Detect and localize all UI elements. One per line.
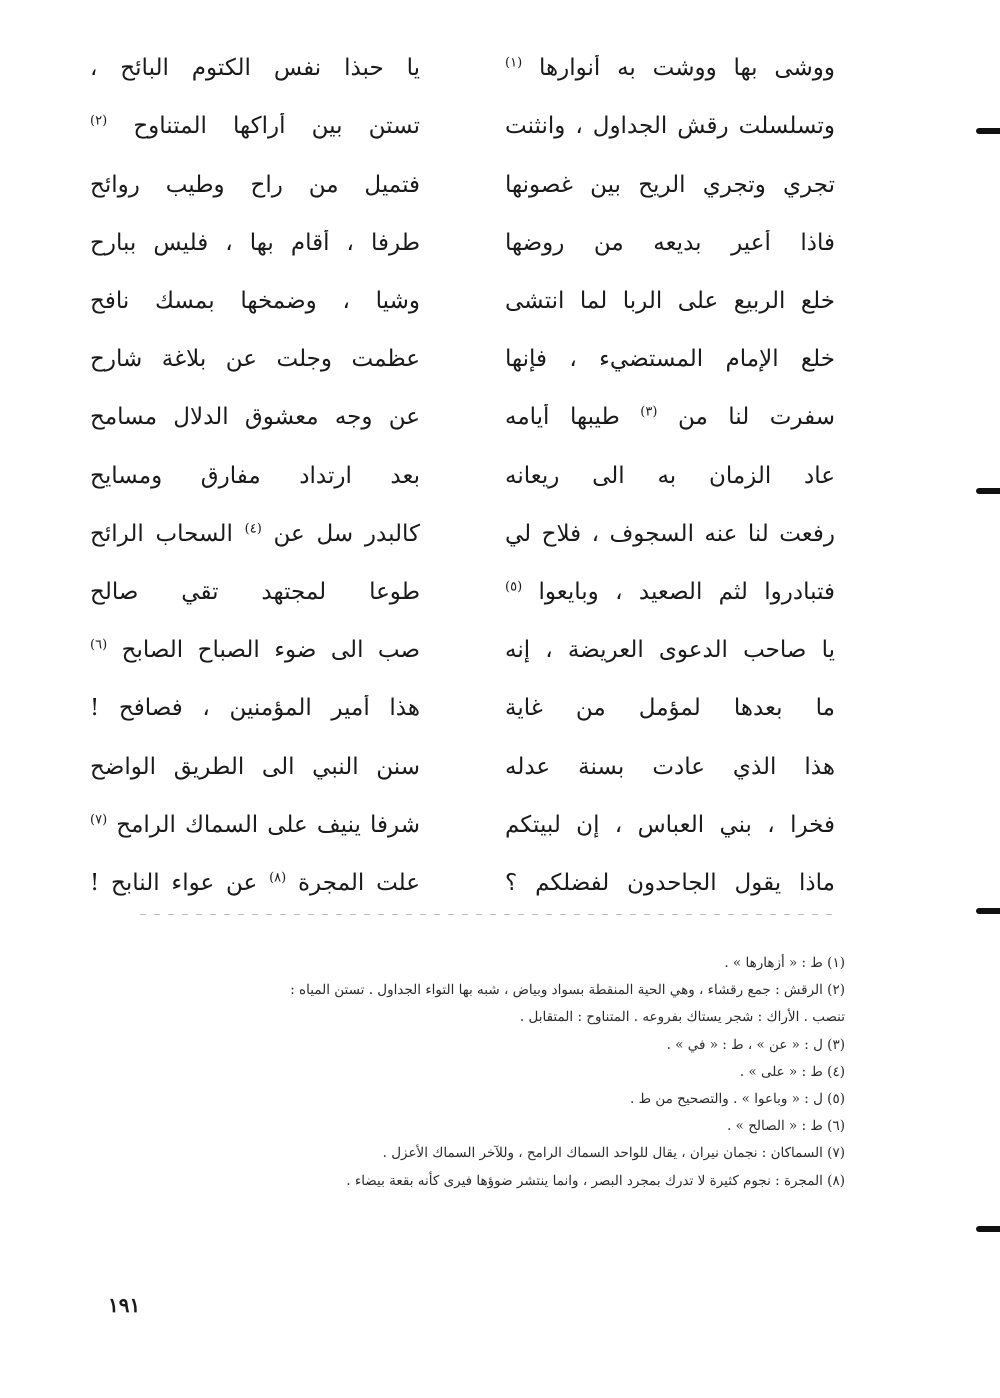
footnote-marker: (٤) [244, 521, 262, 537]
page-edge-mark [976, 128, 1000, 134]
hemistich-text: طيبها أيامه [505, 404, 620, 431]
hemistich-text: فاذا أعير بديعه من روضها [505, 229, 835, 256]
section-divider [140, 914, 840, 915]
footnote-marker: (٧) [90, 812, 108, 828]
second-hemistich [90, 579, 420, 607]
second-hemistich [90, 521, 420, 549]
hemistich-text: وتسلسلت رقش الجداول ، وانثنت [505, 113, 835, 140]
hemistich-text: عن وجه معشوق الدلال مسامح [90, 404, 420, 431]
verse-line [90, 680, 835, 738]
hemistich-text: فتبادروا لثم الصعيد ، وبايعوا [538, 578, 835, 605]
second-hemistich [90, 404, 420, 432]
verse-line [90, 855, 835, 913]
second-hemistich [90, 870, 420, 898]
footnote-marker: (١) [505, 55, 523, 71]
first-hemistich [505, 754, 835, 782]
footnote-marker: (٢) [90, 113, 108, 129]
hemistich-text: هذا الذي عادت بسنة عدله [505, 753, 835, 780]
page-edge-mark [976, 908, 1000, 914]
hemistich-text: هذا أمير المؤمنين ، فصافح ! [90, 695, 420, 722]
footnote: (٧) السماكان : نجمان نيران ، يقال للواحد السماك الرامح ، وللآخر السماك الأعزل . [382, 1145, 845, 1162]
footnote: (٣) ل : « عن » ، ط : « في » . [666, 1036, 845, 1053]
verse-line [90, 389, 835, 447]
verse-line [90, 273, 835, 331]
hemistich-text: عن عواء النابح ! [90, 869, 258, 896]
hemistich-text: فتميل من راح وطيب روائح [90, 171, 420, 198]
footnote-marker: (٥) [505, 579, 523, 595]
hemistich-text: كالبدر سل عن [273, 520, 420, 547]
first-hemistich [505, 812, 835, 840]
hemistich-text: عظمت وجلت عن بلاغة شارح [90, 346, 420, 373]
hemistich-text: صب الى ضوء الصباح الصابح [121, 637, 420, 664]
verse-line [90, 506, 835, 564]
footnote: (٨) المجرة : نجوم كثيرة لا تدرك بمجرد البصر ، وانما ينتشر ضوؤها فيرى كأنه بقعة بيضاء . [346, 1172, 845, 1189]
hemistich-text: طوعا لمجتهد تقي صالح [90, 578, 420, 605]
first-hemistich [505, 288, 835, 316]
first-hemistich [505, 113, 835, 141]
first-hemistich [505, 346, 835, 374]
first-hemistich [505, 404, 835, 432]
hemistich-text: شرفا ينيف على السماك الرامح [116, 811, 420, 838]
footnote: (٥) ل : « وباعوا » . والتصحيح من ط . [629, 1090, 845, 1107]
second-hemistich [90, 55, 420, 83]
hemistich-text: خلع الربيع على الربا لما انتشى [505, 288, 835, 315]
first-hemistich [505, 637, 835, 665]
hemistich-text: يا صاحب الدعوى العريضة ، إنه [505, 637, 835, 664]
hemistich-text: سنن النبي الى الطريق الواضح [90, 753, 420, 780]
first-hemistich [505, 695, 835, 723]
footnote: (١) ط : « أزهارها » . [724, 955, 845, 971]
hemistich-text: يا حبذا نفس الكتوم البائح ، [90, 55, 420, 82]
footnote-marker: (٣) [640, 404, 658, 420]
hemistich-text: تستن بين أراكها المتناوح [133, 113, 420, 140]
first-hemistich [505, 521, 835, 549]
first-hemistich [505, 172, 835, 200]
verse-line [90, 156, 835, 214]
footnote: (٢) الرقش : جمع رقشاء ، وهي الحية المنقطة بسواد وبياض ، شبه بها التواء الجداول . تستن المياه : [290, 982, 845, 999]
second-hemistich [90, 288, 420, 316]
second-hemistich [90, 172, 420, 200]
first-hemistich [505, 579, 835, 607]
first-hemistich [505, 463, 835, 491]
second-hemistich [90, 463, 420, 491]
hemistich-text: رفعت لنا عنه السجوف ، فلاح لي [505, 520, 835, 547]
hemistich-text: ما بعدها لمؤمل من غاية [505, 695, 835, 722]
verse-line [90, 564, 835, 622]
hemistich-text: سفرت لنا من [677, 404, 835, 431]
second-hemistich [90, 695, 420, 723]
first-hemistich [505, 870, 835, 898]
verse-line [90, 215, 835, 273]
hemistich-text: ووشى بها ووشت به أنوارها [538, 55, 835, 82]
page-number: ١٩١ [108, 1293, 141, 1317]
verse-line [90, 40, 835, 98]
hemistich-text: علت المجرة [298, 869, 420, 896]
hemistich-text: تجري وتجري الريح بين غصونها [505, 171, 835, 198]
hemistich-text: فخرا ، بني العباس ، إن لبيتكم [505, 811, 835, 838]
footnote-marker: (٦) [90, 637, 108, 653]
hemistich-text: السحاب الرائح [90, 520, 233, 547]
second-hemistich [90, 637, 420, 665]
hemistich-text: ماذا يقول الجاحدون لفضلكم ؟ [505, 869, 835, 896]
verse-line [90, 622, 835, 680]
verse-line [90, 98, 835, 156]
verse-line [90, 447, 835, 505]
hemistich-text: طرفا ، أقام بها ، فليس ببارح [90, 229, 420, 256]
second-hemistich [90, 754, 420, 782]
hemistich-text: خلع الإمام المستضيء ، فإنها [505, 346, 835, 373]
footnote: (٦) ط : « الصالح » . [727, 1118, 845, 1135]
second-hemistich [90, 230, 420, 258]
hemistich-text: وشيا ، وضمخها بمسك نافح [90, 288, 420, 315]
second-hemistich [90, 346, 420, 374]
footnote: (٤) ط : « على » . [739, 1063, 845, 1080]
hemistich-text: عاد الزمان به الى ريعانه [505, 462, 835, 489]
first-hemistich [505, 55, 835, 83]
second-hemistich [90, 812, 420, 840]
verse-line [90, 796, 835, 854]
first-hemistich [505, 230, 835, 258]
verse-line [90, 738, 835, 796]
page-edge-mark [976, 1226, 1000, 1232]
footnote-marker: (٨) [269, 870, 287, 886]
footnote: تنصب . الأراك : شجر يستاك بفروعه . المتناوح : المتقابل . [519, 1009, 845, 1026]
footnotes [145, 950, 845, 1195]
second-hemistich [90, 113, 420, 141]
hemistich-text: بعد ارتداد مفارق ومسايح [90, 462, 420, 489]
verse-line [90, 331, 835, 389]
poem-verses [90, 40, 835, 896]
page-edge-mark [976, 488, 1000, 494]
